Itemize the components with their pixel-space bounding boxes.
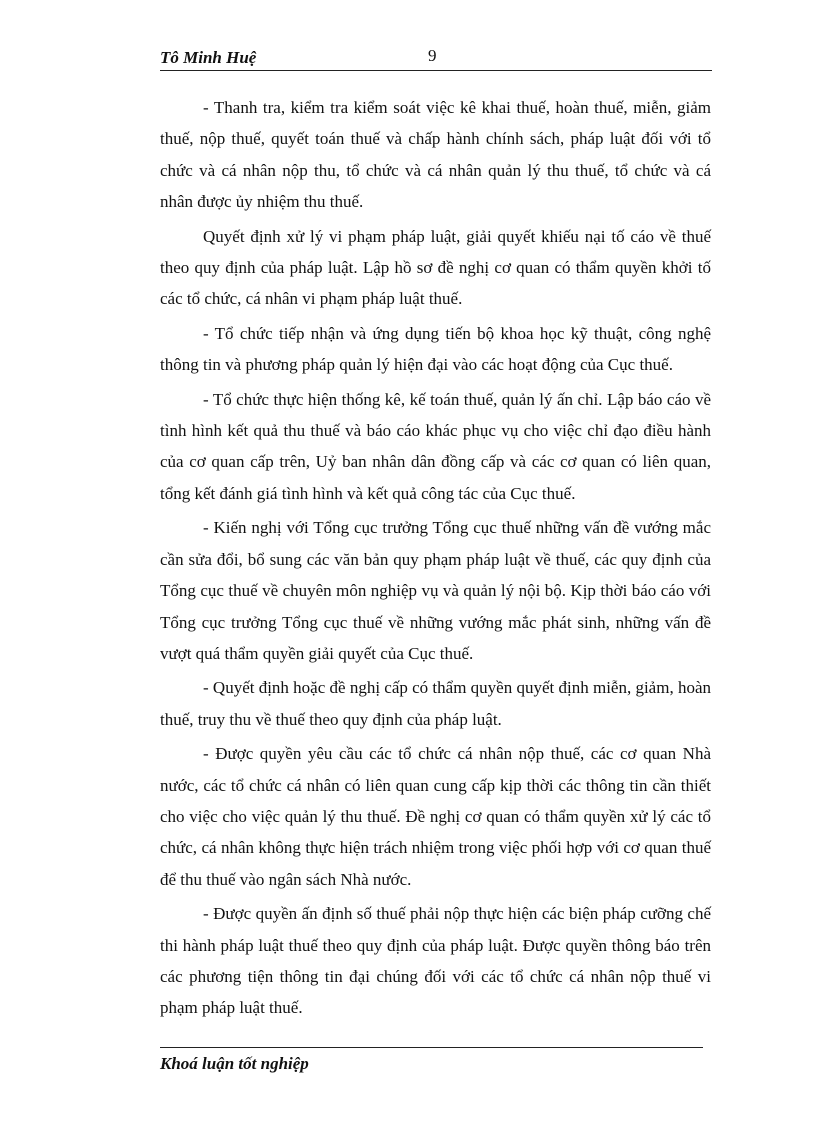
- footer-divider: [160, 1047, 703, 1048]
- paragraph-3: - Tổ chức tiếp nhận và ứng dụng tiến bộ khoa học kỹ thuật, công nghệ thông tin và phương pháp quản lý hiện đại vào các hoạt động của Cục thuế.: [160, 323, 711, 375]
- page-footer: Khoá luận tốt nghiệp: [160, 1054, 309, 1073]
- paragraph-2: Quyết định xử lý vi phạm pháp luật, giải quyết khiếu nại tố cáo về thuế theo quy định của pháp luật. Lập hồ sơ đề nghị cơ quan có thẩm quyền khởi tố các tổ chức, cá nhân vi phạm pháp luật thuế.: [160, 226, 711, 309]
- paragraph-5: - Kiến nghị với Tổng cục trưởng Tổng cục thuế những vấn đề vướng mắc cần sửa đổi, bổ sung các văn bản quy phạm pháp luật về thuế, các quy định của Tổng cục thuế về chuyên môn nghiệp vụ và quản lý nội bộ. Kịp thời báo cáo với Tổng cục trưởng Tổng cục thuế về những vướng mắc phát sinh, những vấn đề vượt quá thẩm quyền giải quyết của Cục thuế.: [160, 518, 711, 663]
- header-author: Tô Minh Huệ: [160, 48, 257, 67]
- paragraph-6: - Quyết định hoặc đề nghị cấp có thẩm quyền quyết định miễn, giảm, hoàn thuế, truy thu về thuế theo quy định của pháp luật.: [160, 678, 711, 729]
- page-header: [160, 44, 712, 71]
- paragraph-1: - Thanh tra, kiểm tra kiểm soát việc kê khai thuế, hoàn thuế, miễn, giảm thuế, nộp thuế, quyết toán thuế và chấp hành chính sách, pháp luật đối với tổ chức và cá nhân nộp thu, tổ chức và cá nhân quản lý thu thuế, tổ chức và cá nhân được ủy nhiệm thu thuế.: [160, 98, 711, 212]
- paragraph-4: - Tổ chức thực hiện thống kê, kế toán thuế, quản lý ấn chỉ. Lập báo cáo về tình hình kết quả thu thuế và báo cáo khác phục vụ cho việc chỉ đạo điều hành của cơ quan cấp trên, Uỷ ban nhân dân đồng cấp và các cơ quan có liên quan, tổng kết đánh giá tình hình và kết quả công tác của Cục thuế.: [160, 389, 711, 503]
- document-body: [160, 92, 711, 1027]
- paragraph-7: - Được quyền yêu cầu các tổ chức cá nhân nộp thuế, các cơ quan Nhà nước, các tổ chức cá nhân có liên quan cung cấp kịp thời các thông tin cần thiết cho việc cho việc quản lý thu thuế. Đề nghị cơ quan có thẩm quyền xử lý các tổ chức, cá nhân không thực hiện trách nhiệm trong việc phối hợp với cơ quan thuế để thu thuế vào ngân sách Nhà nước.: [160, 744, 711, 889]
- page-number: 9: [428, 46, 437, 65]
- paragraph-8: - Được quyền ấn định số thuế phải nộp thực hiện các biện pháp cưỡng chế thi hành pháp luật thuế theo quy định của pháp luật. Được quyền thông báo trên các phương tiện thông tin đại chúng đối với các tổ chức cá nhân nộp thuế vi phạm pháp luật thuế.: [160, 904, 711, 1018]
